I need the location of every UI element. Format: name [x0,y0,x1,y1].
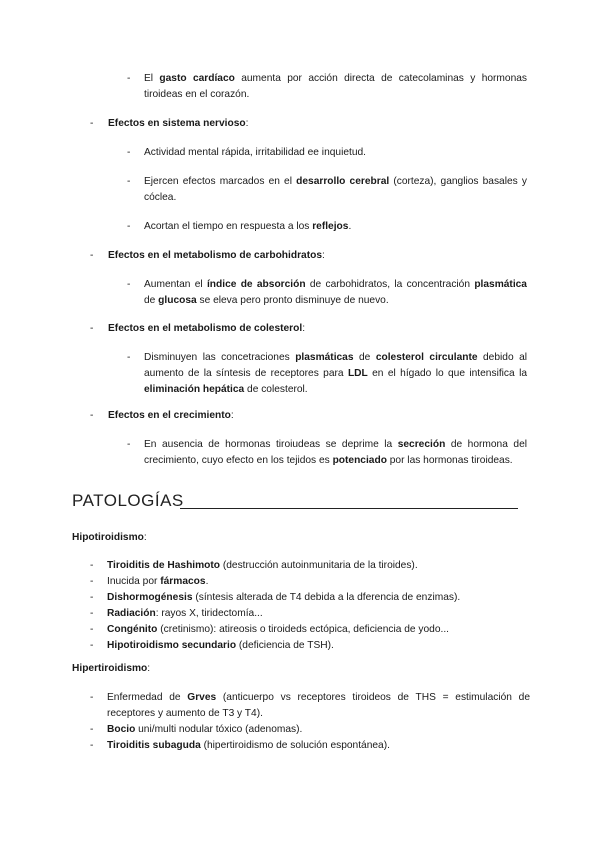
intro-text: El gasto cardíaco aumenta por acción directa de catecolaminas y hormonas tiroideas en el corazón. [144,73,527,100]
hiper-list [90,690,530,754]
heading-nervioso: Efectos en sistema nervioso [108,118,246,129]
hiper-heading: Hipertiroidismo: [72,663,151,674]
section-colesterol-heading: - Efectos en el metabolismo de colesterol: [90,323,306,334]
list-item: - Tiroiditis subaguda (hipertiroidismo de solución espontánea). [90,740,390,751]
heading-carbohidratos: Efectos en el metabolismo de carbohidratos [108,250,322,261]
nervioso-item-2: - Ejercen efectos marcados en el desarrollo cerebral (corteza), ganglios basales y cóclea. [127,176,527,203]
list-item: - Dishormogénesis (síntesis alterada de T4 debida a la dferencia de enzimas). [90,592,461,603]
section-carbohidratos-heading: - Efectos en el metabolismo de carbohidratos: [90,250,325,261]
colesterol-item-1: - Disminuyen las concetraciones plasmáticas de colesterol circulante debido al aumento de la síntesis de receptores para LDL en el hígado lo que intensifica la eliminación hepática de colesterol. [127,352,528,395]
heading-colesterol: Efectos en el metabolismo de colesterol [108,323,303,334]
list-item: - Hipotiroidismo secundario (deficiencia de TSH). [90,640,334,651]
title-rule [180,508,518,509]
hipo-heading: Hipotiroidismo: [72,532,147,543]
nervioso-item-1: - Actividad mental rápida, irritabilidad ee inquietud. [127,147,366,158]
list-item: - Inucida por fármacos. [90,576,209,587]
list-item: - Radiación: rayos X, tiridectomía... [90,608,263,619]
bullet-dash: - [127,73,131,84]
list-item: - Enfermedad de Grves (anticuerpo vs receptores tiroideos de THS = estimulación de receptores y aumento de T3 y T4). [90,692,530,719]
crecimiento-item-1: - En ausencia de hormonas tiroiudeas se deprime la secreción de hormona del crecimiento, cuyo efecto en los tejidos es potenciado por las hormonas tiroideas. [127,439,527,466]
section-nervioso-heading: - Efectos en sistema nervioso: [90,118,249,129]
heading-crecimiento: Efectos en el crecimiento [108,410,231,421]
list-item: - Tiroiditis de Hashimoto (destrucción autoinmunitaria de la tiroides). [90,560,418,571]
carbohidratos-item-1: - Aumentan el índice de absorción de carbohidratos, la concentración plasmática de glucosa se eleva pero pronto disminuye de nuevo. [127,279,527,306]
section-crecimiento-heading: - Efectos en el crecimiento: [90,410,234,421]
page-title-patologias: PATOLOGÍAS [72,491,184,510]
list-item: - Congénito (cretinismo): atireosis o tiroideds ectópica, deficiencia de yodo... [90,624,449,635]
intro-item [127,71,527,103]
hipo-list [90,558,530,654]
nervioso-item-3: - Acortan el tiempo en respuesta a los reflejos. [127,221,352,232]
list-item: - Bocio uni/multi nodular tóxico (adenomas). [90,724,303,735]
